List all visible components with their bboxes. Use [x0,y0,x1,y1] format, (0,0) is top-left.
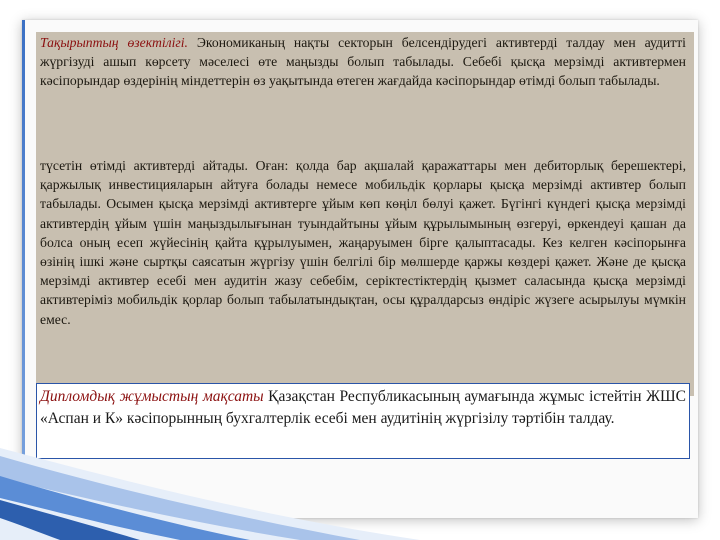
relevance-paragraph [40,33,686,91]
relevance-body: Экономиканың нақты секторын белсендірудегі активтерді талдау мен аудитті жүргізуді ашып көрсету мәселесі өте маңызды болып табылады. Себебі қысқа мерзімді активтермен кәсіпорындар өздерінің міндеттерін өз уақытында өтеген жағдайда кәсіпорындар өтімді болып табылады. [40,35,686,89]
decorative-swoosh [0,440,720,540]
relevance-heading: Тақырыптың өзектілігі. [40,35,188,50]
assets-paragraph: түсетін өтімді активтерді айтады. Оған: қолда бар ақшалай қаражаттары мен дебиторлық берешектері, қаржылық инвестицияларын айтуға болады немесе мобильдік қорлары қысқа мерзімді активтер болып табылады. Осымен қысқа мерзімді активтерге ұйым көп көңіл бөлуі қажет. Бүгінгі күндегі қысқа мерзімді активтердің ұйым үшін маңыздылығынан туындайтыны ұйым құрылымының өзгеруі, өркендеуі қашан да болса оның есеп жүйесінің қайта құрылуымен, жаңаруымен бірге қалыптасады. Кез келген кәсіпорынға өзінің ішкі және сыртқы саясатын жүргізу үшін белгілі бір мөлшерде қаржы көздері қажет. Және де қысқа мерзімді активтер есебі мен аудитін жазу себебім, серіктестіктердің қызмет саласында қысқа мерзімді активтеріміз мобильдік қорлар болып табылатындықтан, осы құралдарсыз өндіріс жүзеге асырылуы мүмкін емес. [40,158,686,327]
goal-paragraph [40,386,686,429]
goal-body: Қазақстан Республикасының аумағында жұмыс істейтін ЖШС «Аспан и К» кәсіпорынның бухгалтерлік есебі мен аудитінің жүргізілу тәртібін талдау. [40,388,686,427]
goal-heading: Дипломдық жұмыстың мақсаты [40,388,264,405]
relevance-text-panel [36,32,694,396]
